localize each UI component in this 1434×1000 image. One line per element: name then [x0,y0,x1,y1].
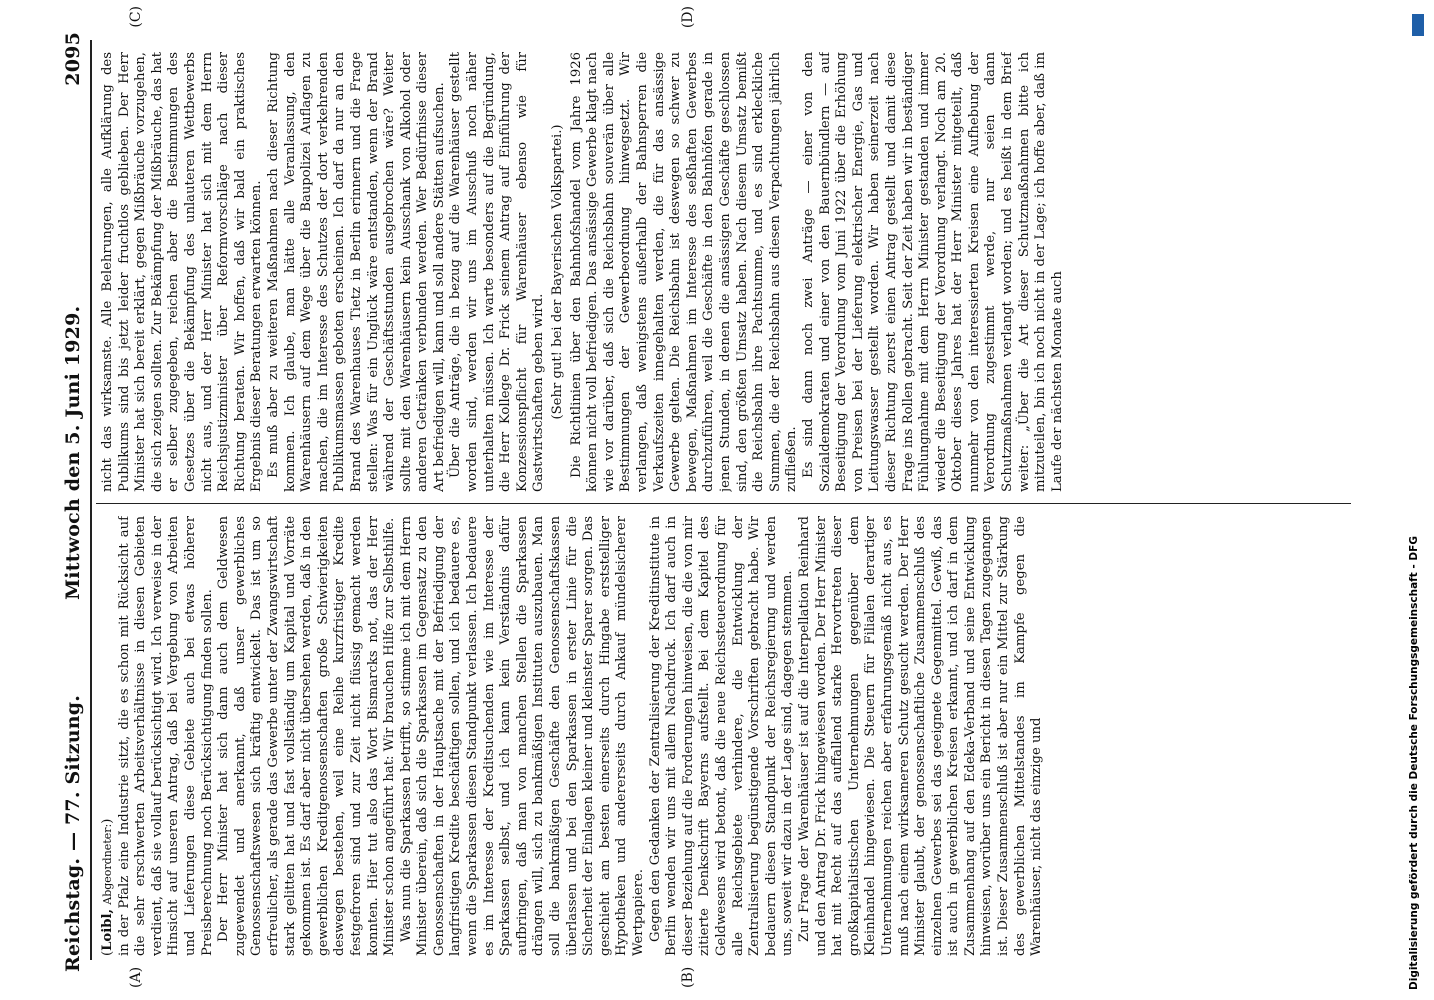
margin-marker-c: (C) [128,6,144,28]
right-column [100,52,1350,492]
paragraph: Was nun die Sparkassen betrifft, so stimme ich mit dem Herrn Minister überein, daß sich die Sparkassen im Gegensatz zu den Genossenschaften in der Hauptsache mit der Befriedigung der langfristigen Kredite beschäftigen sollen, und ich bedauere es, wenn die Sparkassen diesen Standpunkt verlassen. Ich bedauere es im Interesse der Kreditsuchenden wie im Interesse der Sparkassen selbst, und ich kann kein Verständnis dafür aufbringen, daß man von manchen Stellen die Sparkassen drängen will, sich zu bankmäßigen Instituten auszubauen. Man soll die bankmäßigen Geschäfte den Genossenschaftskassen überlassen und bei den Sparkassen in erster Linie für die Sicherheit der Einlagen kleiner und kleinster Sparer sorgen. Das geschieht am besten einerseits durch Hingabe erststelliger Hypotheken und andererseits durch Ankauf mündelsicherer Wertpapiere. [398,516,646,956]
header-right [62,32,84,600]
header-rule [90,40,92,960]
interjection: (Sehr gut! bei der Bayerischen Volkspartei.) [550,124,566,420]
paragraph: Der Herr Minister hat sich dann auch dem Geldwesen zugewendet und anerkannt, daß unser gewerbliches Genossenschaftswesen sich kräftig entwickelt. Das ist um so erfreulicher, als gerade das Gewerbe unter der Zwangswirtschaft stark gelitten hat und fast vollständig um Kapital und Vorräte gekommen ist. Es darf aber nicht übersehen werden, daß in den gewerblichen Kreditgenossenschaften große Schwierigkeiten deswegen bestehen, weil eine Reihe kurzfristiger Kredite festgefroren sind und zur Zeit nicht flüssig gemacht werden konnten. Hier tut also das Wort Bismarcks not, das der Herr Minister schon angeführt hat: Wir brauchen Hilfe zur Selbsthilfe. [216,516,398,956]
header-left: Reichstag. — 77. Sitzung. [62,694,84,972]
paragraph: Über die Anträge, die in bezug auf die Warenhäuser gestellt worden sind, werden wir uns im Ausschuß noch näher unterhalten müssen. Ich warte besonders auf die Begründung, die Herr Kollege Dr. Frick seinem Antrag auf Einführung der Konzessionspflicht für Warenhäuser ebenso wie für Gastwirtschaften geben wird. [448,52,547,492]
digitization-note [1404,10,1424,990]
paragraph: Zur Frage der Warenhäuser ist auf die Interpellation Reinhard und den Antrag Dr. Frick hingewiesen worden. Der Herr Minister hat mit Recht auf das auffallend starke Hervortreten dieser großkapitalistischen Unternehmungen gegenüber dem Kleinhandel hingewiesen. Die Steuern für Filialen derartiger Unternehmungen reichen aber erfahrungsgemäß nicht aus, es muß nach einem wirksameren Schutz gesucht werden. Der Herr Minister glaubt, der genossenschaftliche Zusammenschluß des einzelnen Gewerbes sei das geeignete Gegenmittel. Gewiß, das ist auch in gewerblichen Kreisen erkannt, und ich darf in dem Zusammenhang auf den Edeka-Verband und seine Entwicklung hinweisen, worüber uns ein Bericht in diesen Tagen zugegangen ist. Dieser Zusammenschluß ist aber nur ein Mittel zur Stärkung des gewerblichen Mittelstandes im Kampfe gegen die Warenhäuser, nicht das einzige und [796,516,1045,956]
running-header [48,0,94,1000]
margin-marker-b: (B) [680,966,696,988]
margin-marker-a: (A) [128,966,144,988]
margin-marker-d: (D) [680,6,696,29]
digitization-note-text: Digitalisierung gefördert durch die Deutsche Forschungsgemeinschaft - DFG [1408,536,1420,990]
speaker-name: Loibl, [100,908,115,951]
paragraph: Gegen den Gedanken der Zentralisierung der Kreditinstitute in Berlin wenden wir uns mit allem Nachdruck. Ich darf auch in dieser Beziehung auf die Forderungen hinweisen, die die von mir zitierte Denkschrift Bayerns aufstellt. Bei dem Kapitel des Geldwesens wird betont, daß die neue Reichssteuerordnung für alle Reichsgebiete verhindere, die Entwicklung der Zentralisierung begünstigende Vorschriften gebracht habe. Wir bedauern diesen Standpunkt der Reichsregierung und werden uns, soweit wir dazu in der Lage sind, dagegen stemmen. [647,516,796,956]
dfg-logo [1412,14,1424,36]
paragraph: in der Pfalz eine Industrie sitzt, die es schon mit Rücksicht auf die sehr erschwerten Arbeitsverhältnisse in diesen Gebieten verdient, daß sie vollauf berücksichtigt wird. Ich verweise in der Hinsicht auf unseren Antrag, daß bei Vergebung von Arbeiten und Lieferungen diese Gebiete auch bei etwas höherer Preisberechnung noch Berücksichtigung finden sollen. [116,516,215,956]
document-page [40,0,1370,1000]
column-divider [96,503,1351,504]
speaker-role: Abgeordneter: [101,823,114,905]
paragraph: Es sind dann noch zwei Anträge — einer von den Sozialdemokraten und einer von den Bauernbündlern — auf Beseitigung der Verordnung vom Juni 1922 über die Erhöhung von Preisen bei der Lieferung elektrischer Energie, Gas und Leitungswasser gestellt worden. Wir haben seinerzeit nach dieser Richtung zuerst einen Antrag gestellt und damit diese Frage ins Rollen gebracht. Seit der Zeit haben wir in beständiger Fühlungnahme mit dem Herrn Minister gestanden und immer wieder die Beseitigung der Verordnung verlangt. Noch am 20. Oktober dieses Jahres hat der Herr Minister mitgeteilt, daß nunmehr von den interessierten Kreisen eine Aufhebung der Verordnung zugestimmt werde, nur seien dann Schutzmaßnahmen verlangt worden; und es heißt in dem Brief weiter: „Über die Art dieser Schutzmaßnahmen bitte ich mitzuteilen, bin ich noch nicht in der Lage; ich hoffe aber, daß im Laufe der nächsten Monate auch [800,52,1065,492]
paragraph: nicht das wirksamste. Alle Belehrungen, alle Aufklärung des Publikums sind bis jetzt leider fruchtlos geblieben. Der Herr Minister hat sich bereit erklärt, gegen Mißbräuche vorzugehen, die sich zeigen sollten. Zur Bekämpfung der Mißbräuche, das hat er selber zugegeben, reichen aber die Bestimmungen des Gesetzes über die Bekämpfung des unlauteren Wettbewerbs nicht aus, und der Herr Minister hat sich mit dem Herrn Reichsjustizminister über Reformvorschläge nach dieser Richtung beraten. Wir hoffen, daß wir bald ein praktisches Ergebnis dieser Beratungen erwarten können. [100,52,265,492]
paragraph: Es muß aber zu weiteren Maßnahmen nach dieser Richtung kommen. Ich glaube, man hätte alle Veranlassung, den Warenhäusern auf dem Wege über die Baupolizei Auflagen zu machen, die im Interesse des Schutzes der dort verkehrenden Publikumsmassen geboten erscheinen. Ich darf da nur an den Brand des Warenhauses Tietz in Berlin erinnern und die Frage stellen: Was für ein Unglück wäre entstanden, wenn der Brand während der Geschäftsstunden ausgebrochen wäre? Weiter sollte mit den Warenhäusern kein Ausschank von Alkohol oder anderen Getränken verbunden werden. Wer Bedürfnisse dieser Art befriedigen will, kann und soll andere Stätten aufsuchen. [265,52,447,492]
paragraph: Die Richtlinien über den Bahnhofshandel vom Jahre 1926 können nicht voll befriedigen. Das ansässige Gewerbe klagt nach wie vor darüber, daß sich die Reichsbahn souverän über alle Bestimmungen der Gewerbeordnung hinwegsetzt. Wir verlangen, daß wenigstens außerhalb der Bahnsperren die Verkaufszeiten innegehalten werden, die für das ansässige Gewerbe gelten. Die Reichsbahn ist deswegen so schwer zu bewegen, Maßnahmen im Interesse des seßhaften Gewerbes durchzuführen, weil die Geschäfte in den Bahnhöfen gerade in jenen Stunden, in denen die ansässigen Geschäfte geschlossen sind, den größten Umsatz haben. Nach diesem Umsatz bemißt die Reichsbahn ihre Pachtsumme, und es sind erkleckliche Summen, die der Reichsbahn aus diesen Verpachtungen jährlich zufließen. [568,52,800,492]
page-number: 2095 [62,32,84,86]
header-date: Mittwoch den 5. Juni 1929. [62,305,84,600]
left-column [100,516,1350,956]
speaker-line: (Loibl, Abgeordneter:) [100,818,115,956]
